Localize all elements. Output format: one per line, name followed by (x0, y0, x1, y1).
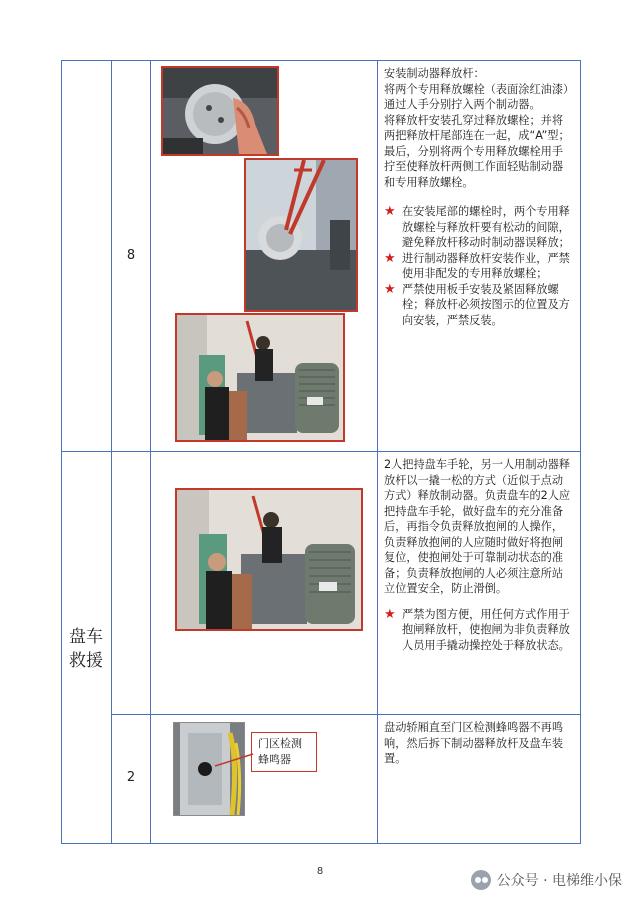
warning-star-icon: ★ (384, 250, 396, 266)
callout-pointer (211, 750, 255, 770)
brake-release-bolt-photo (161, 66, 279, 156)
table-border-top (61, 60, 581, 61)
step-2-instructions (384, 720, 574, 767)
row-divider (61, 451, 581, 452)
wechat-icon (471, 870, 491, 890)
column-divider (377, 60, 378, 844)
instruction-line: 将释放杆安装孔穿过释放螺栓；并将两把释放杆尾部连在一起，成“A”型； (384, 113, 570, 142)
column-divider (150, 60, 151, 844)
hand-wheel-rescue-photo (175, 488, 363, 631)
warning-item: ★ 严禁使用板手安装及紧固释放螺栓；释放杆必须按图示的位置及方向安装，严禁反装。 (384, 281, 570, 327)
warning-star-icon: ★ (384, 204, 396, 219)
page-number: 8 (316, 866, 324, 877)
instruction-line: 盘动轿厢直至门区检测蜂鸣器不再鸣响，然后拆下制动器释放杆及盘车装置。 (384, 721, 564, 765)
table-border-right (580, 60, 581, 844)
buzzer-callout-label: 门区检测蜂鸣器 (251, 732, 317, 772)
instruction-line: 安装制动器释放杆： (384, 67, 485, 80)
procedure-table (61, 60, 581, 844)
warning-item: ★ 在安装尾部的螺栓时，两个专用释放螺栓与释放杆要有松动的间隙，避免释放杆移动时制动器误释放； (384, 204, 570, 249)
instruction-line: 最后，分别将两个专用释放螺栓用手拧至使释放杆两侧工作面轻贴制动器和专用释放螺栓。 (384, 144, 564, 189)
instruction-line: 将两个专用释放螺栓（表面涂红油漆）通过人手分别拧入两个制动器。 (384, 82, 569, 111)
step-number: 8 (126, 248, 136, 263)
warning-item: ★ 严禁为图方便，用任何方式作用于抱闸释放杆，使抱闸为非负责释放人员用手撬动操控处于释放状态。 (384, 606, 570, 652)
step-8-instructions (384, 66, 574, 328)
warning-star-icon: ★ (384, 281, 396, 297)
instruction-line: 2人把持盘车手轮，另一人用制动器释放杆以一撬一松的方式（近似于点动方式）释放制动器。负责盘车的2人应把持盘车手轮，做好盘车的充分准备后，再指令负责释放抱闸的人操作，负责释放抱闸的人应随时做好将抱闸复位，使抱闸处于可靠制动状态的准备；负责释放抱闸的人必须注意所站立位置安全，防止滑倒。 (384, 458, 571, 595)
column-divider (111, 60, 112, 844)
step-number: 2 (126, 770, 136, 785)
hand-wheel-instructions (384, 457, 574, 653)
table-border-bottom (61, 843, 581, 844)
table-border-left (61, 60, 62, 844)
section-label: 盘车救援 (69, 627, 103, 671)
warning-star-icon: ★ (384, 606, 396, 622)
watermark (471, 870, 622, 890)
technician-operating-brake-photo (175, 313, 345, 442)
warning-item: ★ 进行制动器释放杆安装作业，严禁使用非配发的专用释放螺栓； (384, 250, 570, 280)
a-shaped-release-lever-photo (244, 158, 358, 312)
row-divider (111, 714, 581, 715)
watermark-text: 公众号 · 电梯维小保 (496, 873, 622, 889)
